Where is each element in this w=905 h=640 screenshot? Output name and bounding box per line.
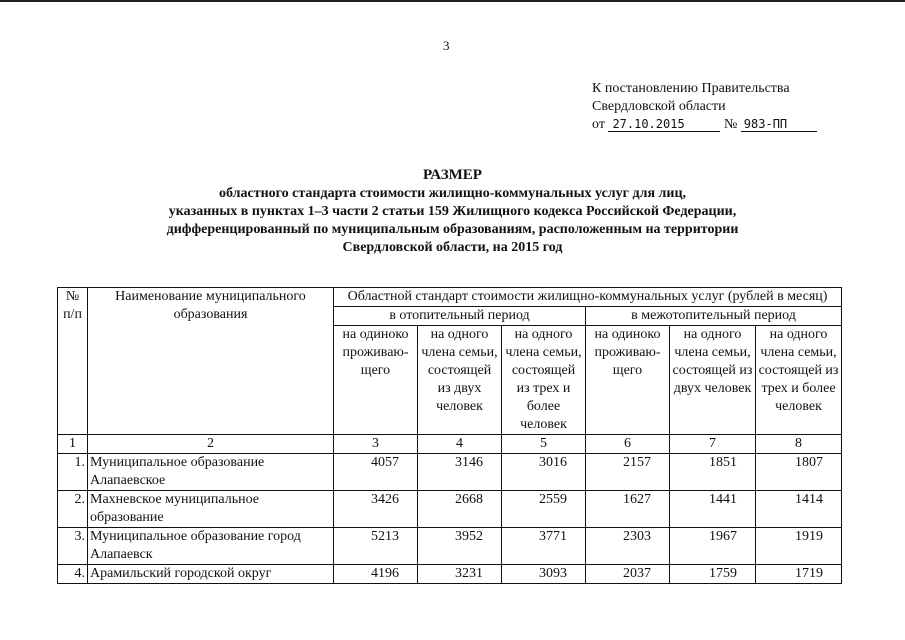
approval-line-2: Свердловской области	[592, 99, 726, 114]
header-name: Наименование муниципального образования	[88, 288, 334, 435]
column-number: 2	[88, 435, 334, 454]
subtitle-line-1: областного стандарта стоимости жилищно-коммунальных услуг для лиц,	[218, 186, 687, 201]
municipality-name: Муниципальное образование город Алапаевск	[88, 528, 334, 565]
column-number: 6	[586, 435, 670, 454]
approval-line-1: К постановлению Правительства	[592, 81, 790, 96]
value-cell: 3093	[502, 565, 586, 584]
table-row	[58, 491, 842, 528]
value-cell: 1627	[586, 491, 670, 528]
document-title: РАЗМЕР	[423, 167, 482, 183]
value-cell: 2303	[586, 528, 670, 565]
column-number: 8	[756, 435, 842, 454]
table-row	[58, 528, 842, 565]
column-number: 5	[502, 435, 586, 454]
header-heating-single: на одиноко проживаю-щего	[334, 326, 418, 435]
header-row-1	[58, 288, 842, 307]
value-cell: 3016	[502, 454, 586, 491]
header-num: № п/п	[58, 288, 88, 435]
value-cell: 2037	[586, 565, 670, 584]
value-cell: 1414	[756, 491, 842, 528]
value-cell: 2668	[418, 491, 502, 528]
subtitle-line-4: Свердловской области, на 2015 год	[342, 240, 563, 255]
approval-line-3	[592, 116, 817, 134]
standards-table	[57, 287, 842, 584]
header-non-heating-three: на одного члена семьи, состоящей из трех и более человек	[756, 326, 842, 435]
header-heating: в отопительный период	[334, 307, 586, 326]
municipality-name: Арамильский городской округ	[88, 565, 334, 584]
value-cell: 4057	[334, 454, 418, 491]
subtitle-line-3: дифференцированный по муниципальным образованиям, расположенным на территории	[166, 222, 739, 237]
header-standard: Областной стандарт стоимости жилищно-коммунальных услуг (рублей в месяц)	[334, 288, 842, 307]
row-number: 1.	[58, 454, 88, 491]
value-cell: 3231	[418, 565, 502, 584]
top-edge-line	[0, 0, 905, 2]
row-number: 4.	[58, 565, 88, 584]
column-number-row	[58, 435, 842, 454]
value-cell: 2157	[586, 454, 670, 491]
value-cell: 1441	[670, 491, 756, 528]
subtitle-line-2: указанных в пунктах 1–3 части 2 статьи 159 Жилищного кодекса Российской Федерации,	[168, 204, 737, 219]
table-row	[58, 565, 842, 584]
value-cell: 1719	[756, 565, 842, 584]
approval-number-label: №	[723, 117, 738, 132]
header-heating-two: на одного члена семьи, состоящей из двух человек	[418, 326, 502, 435]
value-cell: 1759	[670, 565, 756, 584]
approval-number: 983-ПП	[741, 117, 817, 132]
column-number: 4	[418, 435, 502, 454]
value-cell: 1807	[756, 454, 842, 491]
value-cell: 1967	[670, 528, 756, 565]
municipality-name: Муниципальное образование Алапаевское	[88, 454, 334, 491]
column-number: 1	[58, 435, 88, 454]
row-number: 3.	[58, 528, 88, 565]
value-cell: 4196	[334, 565, 418, 584]
document-subtitle	[0, 185, 905, 257]
header-heating-three: на одного члена семьи, состоящей из трех и более человек	[502, 326, 586, 435]
value-cell: 3146	[418, 454, 502, 491]
value-cell: 3952	[418, 528, 502, 565]
column-number: 7	[670, 435, 756, 454]
approval-block	[592, 80, 817, 134]
page-number: 3	[443, 38, 450, 53]
value-cell: 1851	[670, 454, 756, 491]
municipality-name: Махневское муниципальное образование	[88, 491, 334, 528]
value-cell: 3426	[334, 491, 418, 528]
value-cell: 1919	[756, 528, 842, 565]
value-cell: 2559	[502, 491, 586, 528]
header-non-heating: в межотопительный период	[586, 307, 842, 326]
approval-date: 27.10.2015	[608, 117, 720, 132]
row-number: 2.	[58, 491, 88, 528]
header-non-heating-single: на одиноко проживаю-щего	[586, 326, 670, 435]
approval-from-label: от	[592, 117, 605, 132]
table-row	[58, 454, 842, 491]
column-number: 3	[334, 435, 418, 454]
value-cell: 5213	[334, 528, 418, 565]
value-cell: 3771	[502, 528, 586, 565]
header-non-heating-two: на одного члена семьи, состоящей из двух человек	[670, 326, 756, 435]
